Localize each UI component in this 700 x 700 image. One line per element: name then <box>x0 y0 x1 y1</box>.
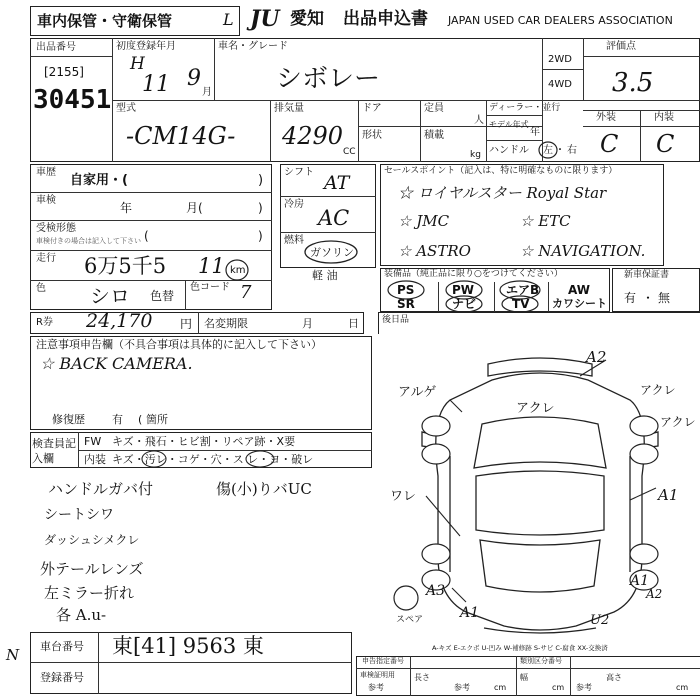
score-label: 評価点 <box>606 41 636 52</box>
warranty-dot: ・ <box>642 291 655 305</box>
inspection-close: ) <box>258 201 263 215</box>
measure-length-unit: cm <box>494 683 507 692</box>
inspection-type-label: 受検形態 <box>36 223 76 234</box>
selling-point-3: ☆ ETC <box>520 212 571 230</box>
inspection-type-close: ) <box>258 229 263 243</box>
inspection-type-note: 車検付きの場合は記入して下さい <box>36 237 141 245</box>
car-roof <box>476 471 604 535</box>
selling-points-label: セールスポイント（記入は、特に明確なものに限ります） <box>384 166 618 176</box>
inspector-label: 検査員記入欄 <box>32 437 76 466</box>
equip-power-seat: カワシート <box>552 297 607 310</box>
equip-navi: ナビ <box>452 297 477 311</box>
capacity-unit: 人 <box>474 115 484 126</box>
mark-rub <box>246 451 274 467</box>
diagram-mark-front-right: アクレ <box>640 383 676 397</box>
recycle-value: 24,170 <box>86 310 153 332</box>
dealer-parallel-label: ディーラー・並行 <box>489 103 561 113</box>
chassis-value: 東[41] 9563 東 <box>112 634 264 658</box>
car-windshield <box>474 417 606 468</box>
equip-ps: PS <box>397 283 415 297</box>
selling-point-5: ☆ NAVIGATION. <box>520 242 646 260</box>
measure-width-label: 幅 <box>520 673 528 682</box>
diagram-mark-left: ワレ <box>390 489 417 504</box>
handle-dot: ・ <box>555 145 565 156</box>
car-rear-window <box>480 540 600 592</box>
diagram-mark-a3: A3 <box>426 583 446 599</box>
inspector-interior-items: キズ・汚レ・コゲ・穴・ス レ・ヨ・破レ <box>112 453 314 466</box>
equip-ps-circle <box>388 281 424 299</box>
shift-value: AT <box>324 172 350 194</box>
chassis-label: 車台番号 <box>40 640 84 653</box>
diagram-mark-front-left: アルゲ <box>398 385 437 400</box>
entry-no-label: 出品番号 <box>36 42 76 53</box>
color-value: シロ <box>90 284 130 308</box>
hw-note-5: 左ミラー折れ <box>44 584 135 602</box>
measure-height-label: 高さ <box>606 673 622 682</box>
hw-note-6: 各 A.u- <box>56 606 107 624</box>
equip-pw: PW <box>452 283 475 297</box>
mileage-value-tail: 11 <box>198 254 225 278</box>
color-code-value: 7 <box>240 282 252 303</box>
mark-dirt <box>142 451 166 467</box>
drive-4wd: 4WD <box>548 79 572 90</box>
handle-right: 右 <box>567 145 577 156</box>
diagram-mark-a1-right: A1 <box>658 486 679 504</box>
handle-left: 左 <box>543 145 553 156</box>
first-reg-month: 9 <box>187 66 201 91</box>
inspector-circle-marks <box>140 448 340 470</box>
notes-label: 注意事項申告欄（不具合事項は具体的に記入して下さい） <box>36 338 322 351</box>
inspection-type-open: ( <box>144 229 149 243</box>
measurement-row-label-1: 車検証明用 <box>360 671 395 679</box>
fuel-gasoline-circle-mark <box>302 239 360 265</box>
inspector-interior-head: 内装 <box>84 453 106 466</box>
displacement-label: 排気量 <box>274 103 304 114</box>
name-change-month: 月 <box>302 317 313 330</box>
mileage-unit-circle-mark <box>224 258 250 282</box>
org-name: 愛知 <box>290 9 324 29</box>
history-close: ) <box>258 173 264 188</box>
storage-mark: L <box>223 10 234 29</box>
capacity-label: 定員 <box>424 103 444 114</box>
interior-grade: C <box>656 130 675 158</box>
mileage-value: 6万5千5 <box>84 254 167 278</box>
org-english: JAPAN USED CAR DEALERS ASSOCIATION <box>448 14 673 27</box>
model-year-unit: 年 <box>530 127 540 138</box>
car-name-label: 車名・グレード <box>218 41 288 52</box>
hw-note-1: ハンドルガバ付 <box>48 480 154 498</box>
car-name-value: シボレー <box>276 64 381 94</box>
warranty-no: 無 <box>658 291 671 305</box>
diagram-mark-roof: アクレ <box>516 401 555 416</box>
diagram-spare-label: スペア <box>396 615 424 625</box>
fuel-diesel: 軽 油 <box>312 269 338 282</box>
measure-width-unit: cm <box>552 683 565 692</box>
first-reg-era: H <box>130 54 145 74</box>
hw-note-4: 外テールレンズ <box>40 560 144 578</box>
entry-number: 30451 <box>33 85 112 115</box>
model-label: 型式 <box>116 103 136 114</box>
history-value: 自家用・( <box>70 173 128 188</box>
exterior-label: 外装 <box>596 112 616 123</box>
after-date-block <box>378 312 700 334</box>
registration-label: 登録番号 <box>40 671 84 684</box>
hw-note-7: 傷(小)りバUC <box>216 480 312 498</box>
history-label: 車歴 <box>36 167 56 178</box>
selling-point-1: ☆ ロイヤルスター Royal Star <box>398 184 607 202</box>
diagram-mark-u2: U2 <box>590 613 610 628</box>
interior-label: 内装 <box>654 112 674 123</box>
fuel-label: 燃料 <box>284 235 304 246</box>
diagram-mark-a2-top: A2 <box>586 348 607 366</box>
model-year-label: モデル年式 <box>489 120 529 129</box>
measurement-area-1: 申告指定番号 <box>362 657 404 665</box>
mileage-label: 走行 <box>36 253 56 264</box>
name-change-label: 名変期限 <box>204 317 248 330</box>
diagram-mark-a1-bottom-right: A1 <box>630 573 650 589</box>
wheel-side-right-1 <box>630 444 658 464</box>
first-reg-label: 初度登録年月 <box>116 41 176 52</box>
equip-sr: SR <box>397 297 415 311</box>
score-value: 3.5 <box>612 68 654 98</box>
color-label: 色 <box>36 283 46 294</box>
recycle-unit: 円 <box>180 317 193 331</box>
equip-tv: TV <box>512 297 530 311</box>
recycle-label: R券 <box>36 317 53 328</box>
after-date-label: 後日品 <box>382 315 410 325</box>
exterior-grade: C <box>600 130 619 158</box>
shift-label: シフト <box>284 167 314 178</box>
doors-label: ドア <box>362 103 382 114</box>
repair-history-label: 修復歴 <box>52 413 85 426</box>
wheel-side-left-1 <box>422 444 450 464</box>
wheel-front-right <box>630 416 658 436</box>
ac-label: 冷房 <box>284 199 304 210</box>
mileage-unit: km <box>230 265 246 276</box>
selling-point-2: ☆ JMC <box>398 212 450 230</box>
diagram-legend: A-キズ E-エクボ U-凹み W-補修跡 S-サビ C-腐食 XX-交換済 <box>432 644 608 652</box>
shape-label: 形状 <box>362 130 382 141</box>
inspector-fw-head: FW <box>84 435 102 448</box>
measure-length-label: 長さ <box>414 673 430 682</box>
name-change-day: 日 <box>348 317 359 330</box>
model-value: -CM14G- <box>126 122 236 150</box>
margin-mark: N <box>6 646 20 664</box>
notes-value: ☆ BACK CAMERA. <box>40 354 193 373</box>
repair-history-value: 有 <box>112 413 123 426</box>
repair-history-open: ( <box>138 413 143 426</box>
inspector-fw-items: キズ・飛石・ヒビ割・リペア跡・X要 <box>112 435 296 448</box>
drive-2wd: 2WD <box>548 54 572 65</box>
handle-left-circle-mark <box>537 140 559 160</box>
equip-navi-circle <box>446 296 482 312</box>
handle-label: ハンドル <box>489 145 529 156</box>
selling-point-4: ☆ ASTRO <box>398 242 471 260</box>
equip-aw: AW <box>568 283 590 297</box>
repair-history-place: 箇所 <box>146 413 168 426</box>
wheel-front-left <box>422 416 450 436</box>
ju-logo: JU <box>250 6 280 32</box>
hw-note-3: ダッシュシメクレ <box>44 533 140 547</box>
measure-height-unit: cm <box>676 683 689 692</box>
wheel-rear-right <box>630 544 658 564</box>
recycle-block <box>30 312 364 334</box>
inspection-month-unit: 月( <box>186 201 203 215</box>
form-title: 出品申込書 <box>343 9 428 29</box>
displacement-unit: CC <box>343 147 356 157</box>
spare-tire <box>394 586 418 610</box>
hw-note-2: シートシワ <box>44 507 114 523</box>
displacement-value: 4290 <box>282 122 344 150</box>
warranty-label: 新車保証書 <box>624 270 670 280</box>
first-reg-month-unit: 月 <box>202 87 212 98</box>
diagram-mark-right: アクレ <box>660 415 696 429</box>
entry-sub-number: [2155] <box>44 65 84 79</box>
storage-box <box>30 6 240 36</box>
measurement-row-label-2: 参考 <box>368 683 384 692</box>
load-unit: kg <box>470 150 481 160</box>
fuel-gasoline: ガソリン <box>310 246 354 259</box>
storage-title: 車内保管・守衛保管 <box>37 12 173 30</box>
measure-ref-label: 参考 <box>576 683 592 692</box>
color-change-label: 色替 <box>150 289 175 303</box>
equip-tv-circle <box>502 296 538 312</box>
equipment-circle-marks <box>380 276 610 312</box>
diagram-mark-a2-bottom-right: A2 <box>646 587 663 601</box>
warranty-yes: 有 <box>624 291 637 305</box>
measurement-area-2: 類別区分番号 <box>520 657 562 665</box>
equip-airbag: エアB <box>506 283 540 297</box>
first-reg-year: 11 <box>142 72 170 97</box>
inspection-year-unit: 年 <box>120 201 133 215</box>
equipment-label: 装備品（純正品に限り○をつけてください） <box>384 269 563 279</box>
diagram-mark-a1-bottom: A1 <box>460 605 480 621</box>
color-code-label: 色コード <box>190 282 230 293</box>
ac-value: AC <box>318 206 350 230</box>
load-label: 積載 <box>424 130 444 141</box>
wheel-rear-left <box>422 544 450 564</box>
inspection-label: 車検 <box>36 195 56 206</box>
measure-ref-label-left: 参考 <box>454 683 470 692</box>
